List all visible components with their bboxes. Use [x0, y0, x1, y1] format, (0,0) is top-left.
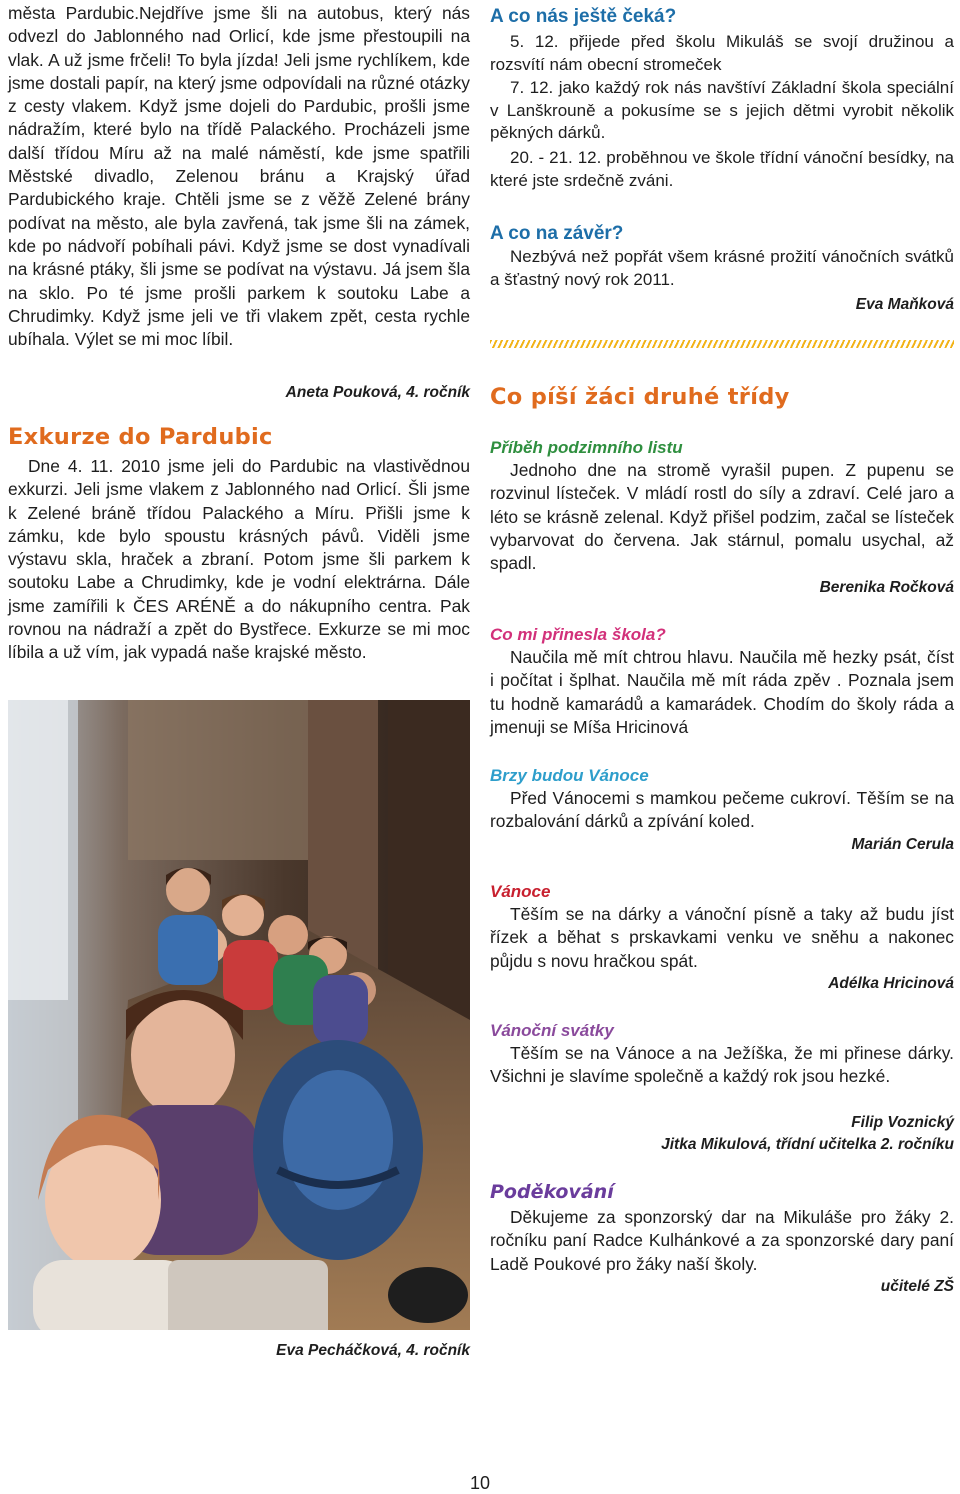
story-author: Marián Cerula: [851, 836, 954, 853]
teacher-signature: Jitka Mikulová, třídní učitelka 2. ročníku: [661, 1136, 954, 1153]
upcoming-heading: A co nás ještě čeká?: [490, 6, 677, 27]
excursion-heading: Exkurze do Pardubic: [8, 424, 273, 450]
thanks-text: Děkujeme za sponzorský dar na Mikuláše pro žáky 2. ročníku paní Radce Kulhánkové a za sponzorské dary paní Ladě Poukové pro žáky naší školy.: [490, 1207, 954, 1274]
story-title: Vánoční svátky: [490, 1021, 614, 1040]
story-title: Brzy budou Vánoce: [490, 766, 649, 785]
story-text: Těším se na Vánoce a na Ježíška, že mi přinese dárky. Všichni je slavíme společně a každý rok jsou hezké.: [490, 1043, 954, 1087]
story-author: Adélka Hricinová: [828, 975, 954, 992]
story-author: Filip Voznický: [851, 1114, 954, 1131]
page-number: 10: [469, 1473, 491, 1493]
upcoming-item: 7. 12. jako každý rok nás navštíví Základní škola speciální v Lanškrouně a pokusíme se s jejich dětmi vyrobit několik pěkných dárků.: [490, 78, 954, 142]
thanks-heading: Poděkování: [490, 1181, 614, 1203]
story-title: Vánoce: [490, 882, 551, 901]
upcoming-item: 5. 12. přijede před školu Mikuláš se svojí družinou a rozsvítí nám obecní stromeček: [490, 32, 954, 74]
story-text: Jednoho dne na stromě vyrašil pupen. Z pupenu se rozvinul lísteček. V mládí rostl do síly a zdraví. Celé jaro a léto se krásně zelenal. Když přišel podzim, začal se lísteček vybarvovat do červena. Jak stárnul, pomalu usychal, až spadl.: [490, 460, 954, 574]
closing-heading: A co na závěr?: [490, 223, 624, 244]
story-title: Co mi přinesla škola?: [490, 625, 666, 644]
class-train-photo: [8, 700, 470, 1330]
excursion-paragraph: Dne 4. 11. 2010 jsme jeli do Pardubic na vlastivědnou exkurzi. Jeli jsme vlakem z Jablonného nad Orlicí. Šli jsme k Zelené bráně třídou Palackého a Míru. Přišli jsme k zámku, kde bylo spoustu krásných pávů. Viděli jsme výstavu skla, hraček a zbraní. Potom jsme šli parkem k soutoku Labe a Chrudimky, kde je vodní elektrárna. Dále jsme zamířili k ČES ARÉNĚ a do nákupního centra. Pak rovnou na nádraží a zpět do Bystřece. Exkurze se mi moc líbila a už vím, jak vypadá naše krajské město.: [8, 456, 470, 663]
closing-signature: Eva Maňková: [855, 296, 954, 313]
story-author: Berenika Ročková: [819, 579, 954, 596]
second-grade-heading: Co píší žáci druhé třídy: [490, 384, 790, 410]
excursion-signature: Eva Pecháčková, 4. ročník: [276, 1342, 470, 1359]
section-divider: [490, 340, 954, 348]
story-text: Před Vánocemi s mamkou pečeme cukroví. Těším se na rozbalování dárků a zpívání koled.: [490, 788, 954, 832]
intro-paragraph: města Pardubic.Nejdříve jsme šli na autobus, který nás odvezl do Jablonného nad Orlicí, kde jsme přestoupili na vlak. A už jsme frčeli! To byla jízda! Jeli jsme rychlíkem, kde jsme dostali papír, na který jsme odpovídali na různé otázky z cesty vlakem. Když jsme dojeli do Pardubic, prošli jsme nádražím, které bylo na třídě Palackého. Procházeli jsme další třídou Míru až na malé náměstí, kde jsme spatřili Městské divadlo, Zelenou bránu a Krajský úřad Pardubického kraje. Chtěli jsme se z věžě Zelené brány podívat na město, ale byla zavřená, tak jsme šli na zámek, kde po nádvoří pobíhali pávi. Když jsme se dost vynadívali na krásné ptáky, šli jsme se podívat na výstavu. Já jsem šla na sklo. Po té jsme prošli parkem k soutoku Labe a Chrudimky. Když jsme jeli ve tři vlakem zpět, cesta rychle ubíhala. Výlet se mi moc líbil.: [8, 3, 470, 350]
story-text: Naučila mě mít chtrou hlavu. Naučila mě hezky psát, číst i počítat i šplhat. Naučila mě mít ráda zpěv . Poznala jsem tu hodně kamarádů a kamarádek. Chodím do školy ráda a jmenuji se Míša Hricinová: [490, 647, 954, 737]
story-title: Příběh podzimního listu: [490, 438, 683, 457]
upcoming-item: 20. - 21. 12. proběhnou ve škole třídní vánoční besídky, na které jste srdečně zváni.: [490, 148, 954, 190]
thanks-signature: učitelé ZŠ: [880, 1278, 954, 1295]
photo-illustration: [8, 700, 470, 1330]
closing-text: Nezbývá než popřát všem krásné prožití vánočních svátků a šťastný nový rok 2011.: [490, 247, 954, 289]
intro-signature: Aneta Pouková, 4. ročník: [285, 384, 470, 401]
story-text: Těším se na dárky a vánoční písně a taky až budu jíst řízek a běhat s prskavkami venku ve sněhu a nakonec půjdu s novu hračkou spát.: [490, 904, 954, 971]
